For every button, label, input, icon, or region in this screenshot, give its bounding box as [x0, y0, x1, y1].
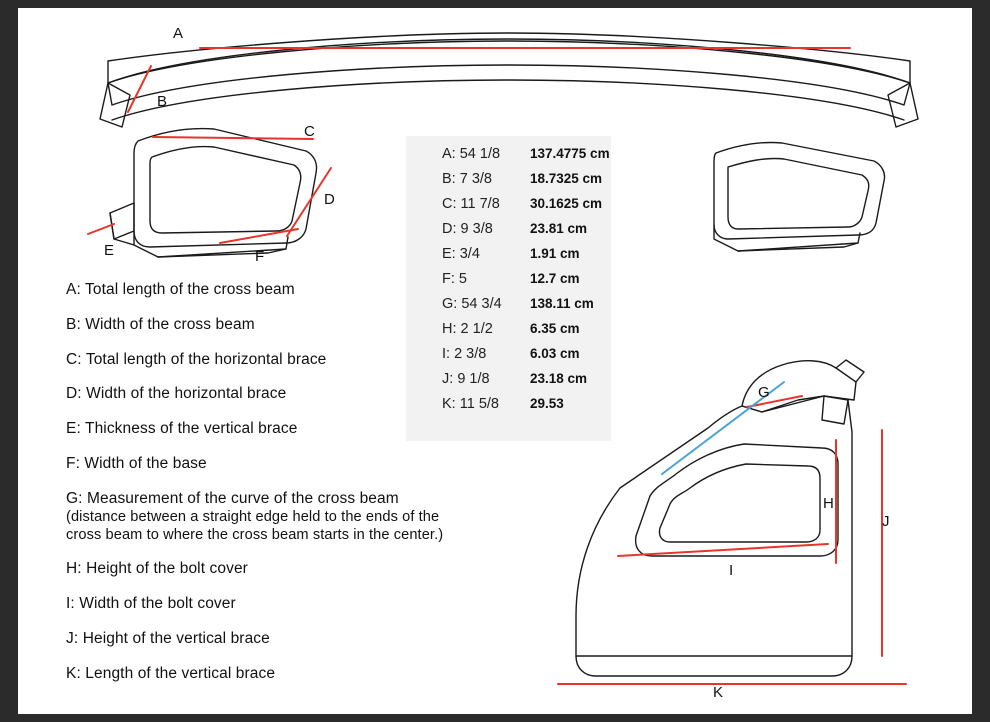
table-row [442, 171, 652, 196]
side-brace-bolt-cover [636, 444, 838, 556]
row-inches: D: 9 3/8 [442, 221, 493, 237]
side-brace-bolt-cover-inner [659, 464, 820, 542]
left-brace-vertical-face [110, 203, 134, 239]
side-brace-body [576, 396, 852, 676]
legend-text: Total length of the horizontal brace [85, 350, 327, 368]
callout-G: G [758, 384, 770, 401]
row-inches: C: 11 7/8 [442, 196, 500, 212]
measure-line-C [153, 137, 313, 139]
legend-key: J: [66, 630, 79, 648]
row-cm: 12.7 cm [530, 271, 580, 286]
legend-key: B: [66, 315, 81, 333]
row-cm: 1.91 cm [530, 246, 580, 261]
legend-note-g: (distance between a straight edge held to the ends of the cross beam to where the cross beam starts in the center.) [66, 508, 444, 543]
wing-left-endplate [100, 83, 130, 127]
left-brace-vertical-edge [110, 213, 134, 245]
row-cm: 23.81 cm [530, 221, 588, 236]
legend-item-K [66, 664, 466, 684]
legend [66, 280, 466, 699]
row-cm: 6.03 cm [530, 346, 580, 361]
legend-key: H: [66, 560, 82, 578]
legend-item-I [66, 594, 466, 614]
diagram-page [18, 8, 972, 714]
row-inches: J: 9 1/8 [442, 371, 490, 387]
callout-K: K [713, 684, 724, 701]
row-inches: A: 54 1/8 [442, 146, 501, 162]
wing-lower-edge [112, 80, 904, 120]
row-cm: 138.11 cm [530, 296, 594, 311]
row-cm: 137.4775 cm [530, 146, 610, 161]
legend-text: Measurement of the curve of the cross beam [87, 489, 399, 507]
callout-E: E [104, 242, 115, 259]
row-inches: G: 54 3/4 [442, 296, 502, 312]
legend-text: Total length of the cross beam [85, 281, 295, 298]
table-row [442, 196, 652, 221]
measurements-table [442, 146, 652, 421]
legend-key: E: [66, 420, 81, 438]
legend-text: Height of the bolt cover [86, 560, 248, 578]
legend-key: I: [66, 595, 75, 613]
legend-text: Length of the vertical brace [85, 664, 276, 682]
measure-line-E [88, 224, 114, 234]
row-cm: 30.1625 cm [530, 196, 603, 211]
legend-key: D: [66, 385, 82, 403]
legend-key: G: [66, 489, 83, 507]
table-row [442, 321, 652, 346]
table-row [442, 221, 652, 246]
legend-key: F: [66, 455, 80, 473]
legend-key: A: [66, 281, 81, 298]
legend-item-H [66, 559, 466, 579]
row-cm: 29.53 [530, 396, 564, 411]
table-row [442, 371, 652, 396]
measure-line-I [618, 544, 828, 556]
legend-item-J [66, 629, 466, 649]
table-row [442, 346, 652, 371]
row-inches: E: 3/4 [442, 246, 480, 262]
legend-text: Height of the vertical brace [82, 630, 270, 648]
callout-C: C [304, 123, 315, 140]
row-inches: H: 2 1/2 [442, 321, 493, 337]
legend-item-F [66, 454, 466, 474]
legend-text: Width of the cross beam [85, 315, 255, 333]
callout-H: H [823, 495, 834, 512]
row-cm: 18.7325 cm [530, 171, 603, 186]
table-row [442, 271, 652, 296]
row-cm: 23.18 cm [530, 371, 588, 386]
callout-A: A [173, 25, 184, 42]
legend-text: Thickness of the vertical brace [85, 420, 298, 438]
legend-text: Width of the base [84, 455, 207, 473]
legend-key: C: [66, 350, 82, 368]
row-inches: F: 5 [442, 271, 467, 287]
left-brace-inner [150, 146, 301, 233]
right-brace-inner [728, 158, 869, 229]
callout-F: F [255, 248, 265, 265]
legend-key: K: [66, 664, 81, 682]
legend-text: Width of the bolt cover [79, 595, 236, 613]
callout-D: D [324, 191, 335, 208]
table-row [442, 146, 652, 171]
row-inches: B: 7 3/8 [442, 171, 492, 187]
legend-item-C [66, 350, 466, 370]
legend-item-A [66, 280, 466, 300]
table-row [442, 296, 652, 321]
row-inches: K: 11 5/8 [442, 396, 499, 412]
legend-item-G [66, 489, 466, 544]
legend-item-E [66, 419, 466, 439]
legend-text: Width of the horizontal brace [86, 385, 287, 403]
table-row [442, 246, 652, 271]
callout-I: I [729, 562, 734, 579]
callout-B: B [157, 93, 168, 110]
left-brace-outline [134, 129, 317, 248]
right-brace-outline [714, 142, 885, 239]
row-inches: I: 2 3/8 [442, 346, 487, 362]
row-cm: 6.35 cm [530, 321, 580, 336]
table-row [442, 396, 652, 421]
legend-item-D [66, 384, 466, 404]
legend-item-B [66, 315, 466, 335]
callout-J: J [882, 513, 890, 530]
side-brace-notch [822, 396, 848, 424]
